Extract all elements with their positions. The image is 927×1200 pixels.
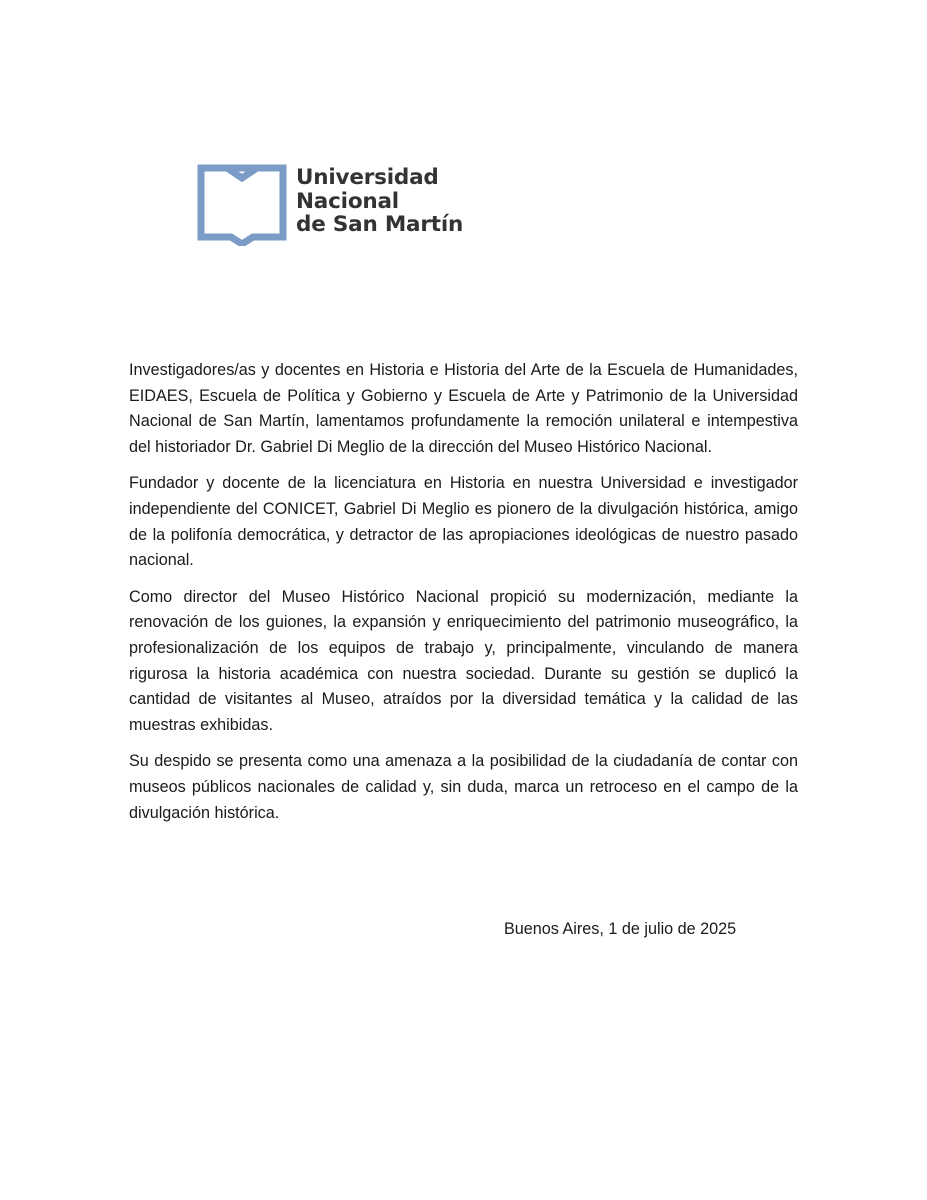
logo-line-2: Nacional	[296, 188, 399, 214]
paragraph-1: Investigadores/as y docentes en Historia e Historia del Arte de la Escuela de Humanidades, EIDAES, Escuela de Política y Gobierno y Escuela de Arte y Patrimonio de la Universidad Nacional de San Martín, lamentamos profundamente la remoción unilateral e intempestiva del historiador Dr. Gabriel Di Meglio de la dirección del Museo Histórico Nacional.	[129, 361, 798, 456]
university-name	[296, 166, 463, 237]
paragraph-2: Fundador y docente de la licenciatura en Historia en nuestra Universidad e investigador independiente del CONICET, Gabriel Di Meglio es pionero de la divulgación histórica, amigo de la polifonía democrática, y detractor de las apropiaciones ideológicas de nuestro pasado nacional.	[129, 474, 798, 570]
university-logo	[197, 162, 464, 248]
place-and-date: Buenos Aires, 1 de julio de 2025	[504, 920, 737, 938]
logo-line-1: Universidad	[296, 165, 439, 190]
logo-line-3: de San Martín	[296, 212, 464, 237]
paragraph-3: Como director del Museo Histórico Nacional propició su modernización, mediante la renovación de los guiones, la expansión y enriquecimiento del patrimonio museográfico, la profesionalización de los equipos de trabajo y, principalmente, vinculando de manera rigurosa la historia académica con nuestra sociedad. Durante su gestión se duplicó la cantidad de visitantes al Museo, atraídos por la diversidad temática y la calidad de las muestras exhibidas.	[129, 587, 798, 734]
paragraph-4: Su despido se presenta como una amenaza a la posibilidad de la ciudadanía de contar con museos públicos nacionales de calidad y, sin duda, marca un retroceso en el campo de la divulgación histórica.	[129, 752, 798, 822]
letter-body	[129, 358, 798, 837]
open-book-logo-icon	[197, 164, 287, 246]
